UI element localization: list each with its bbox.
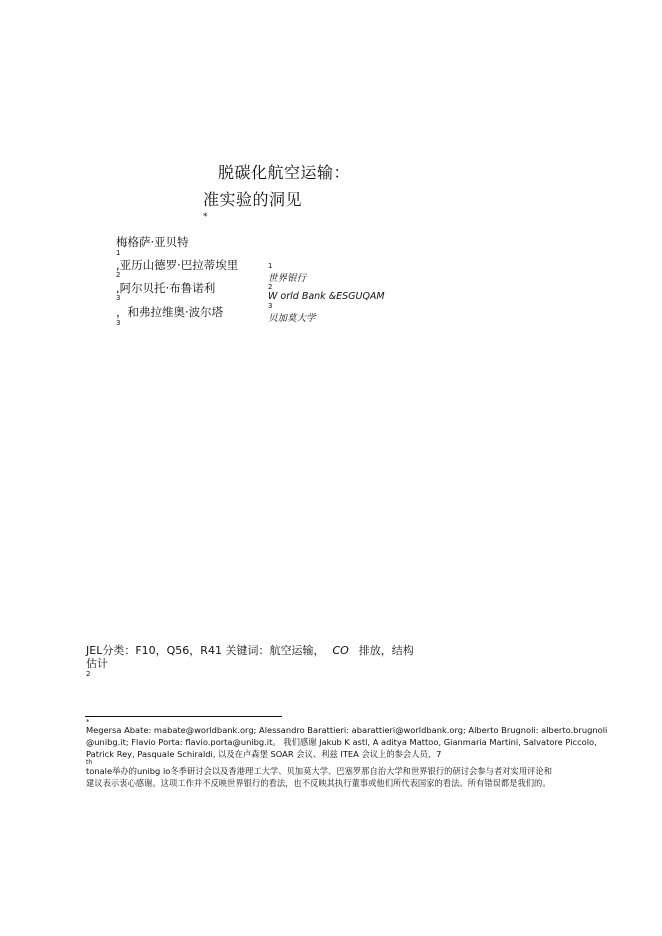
author-name-text: 和弗拉维奥·波尔塔: [127, 305, 224, 319]
author-name-text: 阿尔贝托·布鲁诺利: [119, 281, 216, 295]
footnote-line-4: tonale举办的unibg io冬季研讨会以及香港理工大学、贝加莫大学、巴塞罗那自治大学和世界银行的研讨会参与者对实用评论和: [86, 766, 553, 776]
author-prefix: ,: [116, 258, 120, 272]
footnote-line-2: @unibg.it; Flavio Porta: flavio.porta@unibg.it。 我们感谢 Jakub K astl, A aditya Mattoo, Gianmaria Martini, Salvatore Piccolo,: [86, 737, 597, 747]
author-name: [116, 280, 215, 296]
author-affil-sup: 3: [116, 319, 121, 327]
author-name-text: 梅格萨·亚贝特: [116, 235, 189, 249]
author-affil-sup: 1: [116, 249, 121, 257]
footnote-line-3: Patrick Rey, Pasquale Schiraldi, 以及在卢森堡 SOAR 会议、利兹 ITEA 会议上的参会人员，7: [86, 749, 442, 759]
author-affil-sup: 3: [116, 294, 121, 302]
author-affil-sup: 2: [116, 271, 121, 279]
jel-keywords: [86, 642, 414, 658]
affiliation-number: 2: [268, 283, 273, 291]
jel-co-term: CO: [332, 644, 349, 657]
affiliation-number: 3: [268, 302, 273, 310]
author-name: [116, 304, 223, 320]
jel-keywords-tail: 排放，结构: [358, 644, 414, 657]
footnote-marker: *: [86, 718, 90, 726]
affiliation-number: 1: [268, 262, 273, 270]
footnote-line-1: Megersa Abate: mabate@worldbank.org; Alessandro Barattieri: abarattieri@worldbank.org; Alberto Brugnoli: alberto.brugnoli: [86, 725, 608, 735]
title-line-2: 准实验的洞见: [203, 190, 303, 209]
author-prefix: ,: [116, 281, 120, 295]
affiliation-text: W orld Bank &ESGUQAM: [268, 291, 385, 302]
jel-keywords-line-2: 估计: [86, 657, 108, 670]
jel-subscript: 2: [86, 670, 91, 678]
affiliation-text: 世界银行: [268, 273, 307, 284]
affiliation-text: 贝加莫大学: [268, 313, 316, 324]
title-footnote-marker: *: [203, 212, 208, 222]
jel-classification-text: JEL分类：F10，Q56，R41 关键词：航空运输，: [86, 644, 325, 657]
footnote-rule: [85, 716, 282, 717]
footnote-line-5: 建议表示衷心感谢。这项工作并不反映世界银行的看法，也不反映其执行董事或他们所代表国家的看法。所有错误都是我们的。: [86, 778, 551, 788]
author-name: [116, 234, 189, 250]
author-name: [116, 257, 238, 273]
title-line-1: 脱碳化航空运输：: [218, 163, 351, 182]
footnote-superscript: th: [86, 759, 93, 766]
author-name-text: 亚历山德罗·巴拉蒂埃里: [119, 258, 239, 272]
author-prefix: ，: [116, 305, 128, 319]
